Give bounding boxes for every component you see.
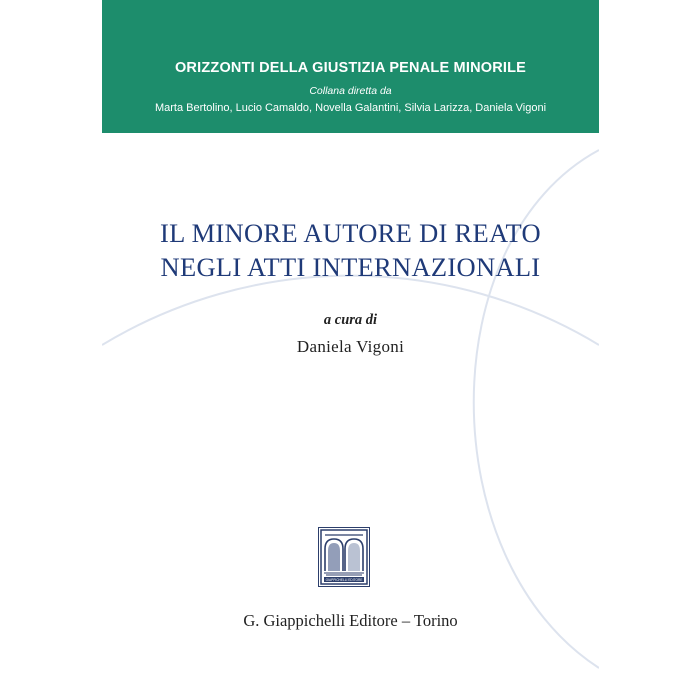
book-title-line-2: NEGLI ATTI INTERNAZIONALI: [160, 252, 541, 282]
series-band: [102, 0, 599, 133]
book-cover: [102, 0, 599, 700]
book-title-line-1: IL MINORE AUTORE DI REATO: [160, 218, 541, 248]
publisher-emblem-icon: [318, 527, 370, 587]
curator-name: Daniela Vigoni: [296, 337, 405, 356]
series-title: ORIZZONTI DELLA GIUSTIZIA PENALE MINORILE: [174, 60, 527, 76]
series-subtitle: Collana diretta da: [309, 85, 392, 97]
publisher-imprint: G. Giappichelli Editore – Torino: [243, 611, 458, 630]
emblem-text: GIAPPICHELLI EDITORE: [325, 578, 363, 583]
series-editors: Marta Bertolino, Lucio Camaldo, Novella Galantini, Silvia Larizza, Daniela Vigoni: [154, 102, 547, 114]
curated-by-label: a cura di: [323, 312, 378, 328]
